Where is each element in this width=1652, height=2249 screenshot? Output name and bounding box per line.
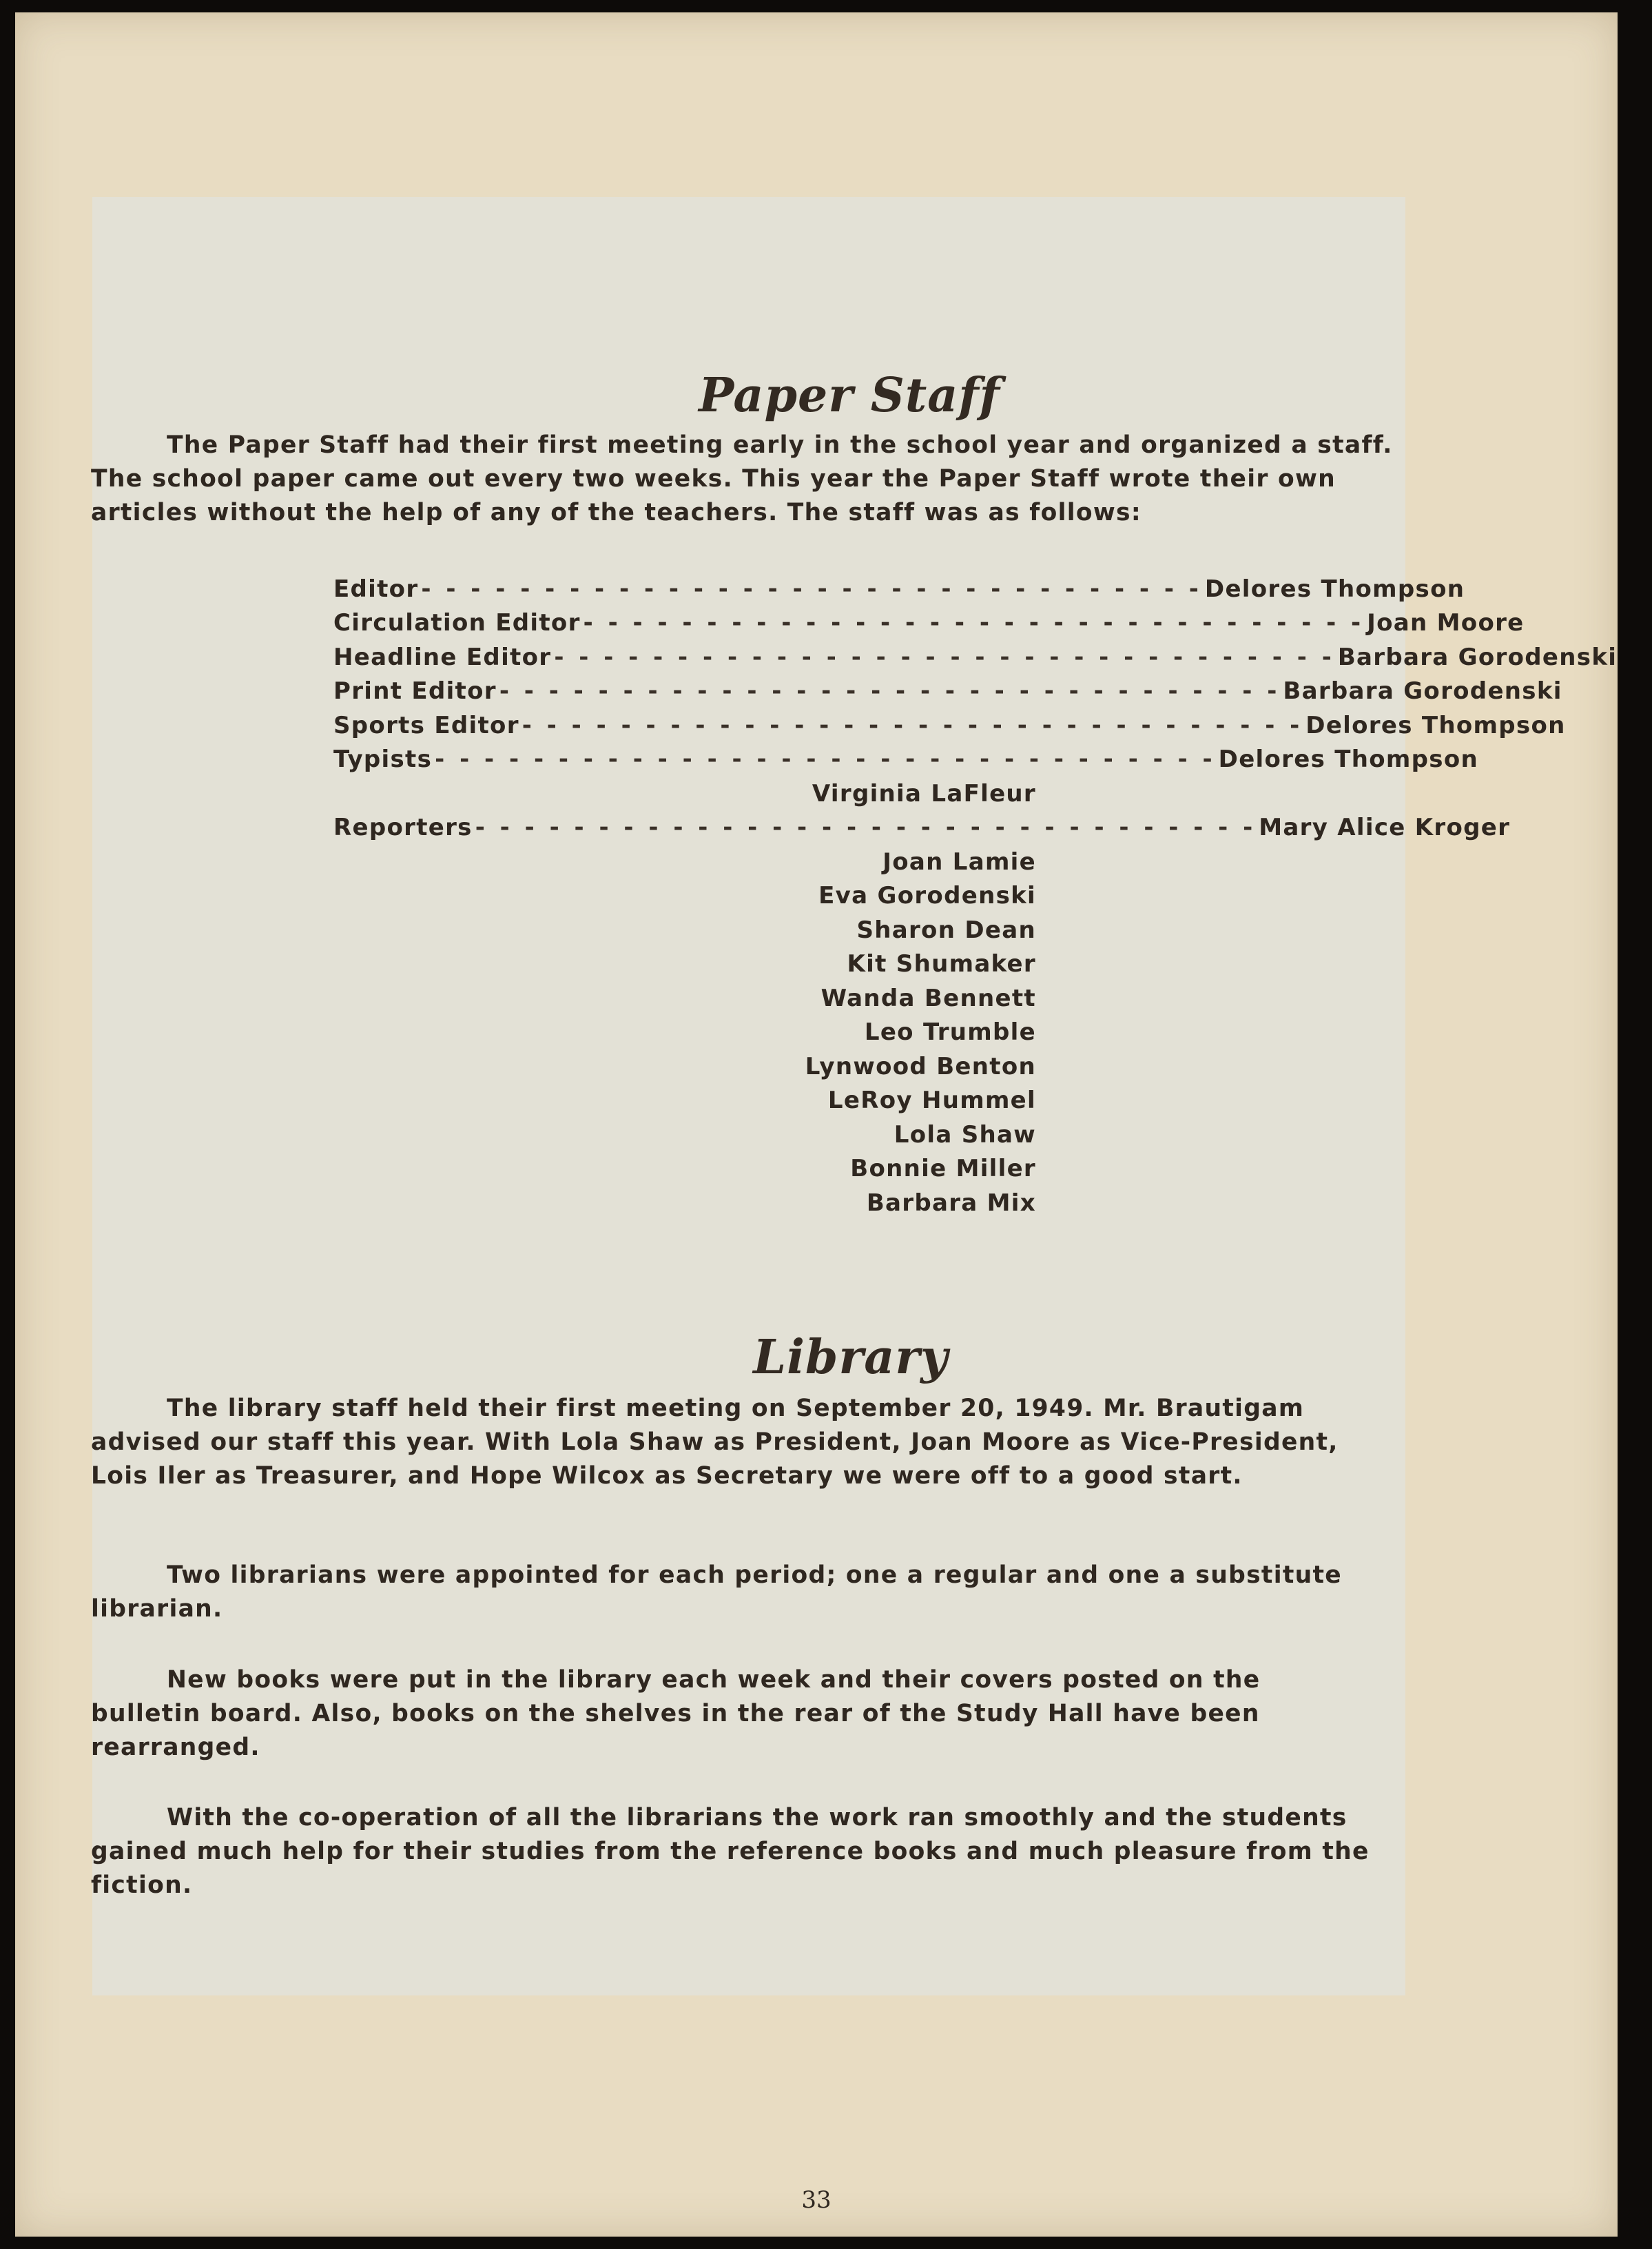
staff-name: Eva Gorodenski xyxy=(818,882,1036,910)
library-paragraph: New books were put in the library each week and their covers posted on the bulletin board. Also, books on the shelves in the rear of the Study Hall have been rearranged. xyxy=(91,1666,1261,1761)
dash-leader: - - - - - - - - - - - - - - - - - - - - - - - - - - - - - - - - xyxy=(421,575,1202,603)
staff-name: Joan Moore xyxy=(1367,609,1525,637)
staff-name: Barbara Mix xyxy=(866,1189,1036,1217)
library-paragraph: The library staff held their first meeting on September 20, 1949. Mr. Brautigam advised our staff this year. With Lola Shaw as President, Joan Moore as Vice-President, Lois Iler as Treasurer, and Hope Wilcox as Secretary we were off to a good start. xyxy=(91,1395,1339,1490)
staff-role: Print Editor xyxy=(333,677,497,706)
staff-row xyxy=(333,1049,1036,1084)
staff-name: Lynwood Benton xyxy=(805,1052,1036,1080)
library-paragraph: Two librarians were appointed for each period; one a regular and one a substitute librarian. xyxy=(91,1561,1342,1623)
staff-name: Bonnie Miller xyxy=(850,1155,1036,1183)
staff-name: Leo Trumble xyxy=(864,1018,1036,1047)
staff-role: Typists xyxy=(333,746,433,774)
staff-row xyxy=(333,675,1562,709)
staff-list xyxy=(333,572,1618,1220)
staff-name: Sharon Dean xyxy=(856,916,1036,944)
dash-leader: - - - - - - - - - - - - - - - - - - - - - - - - - - - - - - - - xyxy=(522,711,1303,739)
staff-role: Reporters xyxy=(333,814,473,842)
dash-leader: - - - - - - - - - - - - - - - - - - - - - - - - - - - - - - - - xyxy=(475,814,1257,842)
staff-row xyxy=(333,1186,1036,1220)
staff-row xyxy=(333,777,1036,811)
staff-name: Delores Thompson xyxy=(1218,746,1478,774)
paper-staff-intro: The Paper Staff had their first meeting early in the school year and organized a staff. The school paper came out every two weeks. This year the Paper Staff wrote their own articles without the help of any of the teachers. The staff was as follows: xyxy=(91,431,1393,526)
staff-role: Headline Editor xyxy=(333,643,552,671)
staff-role: Editor xyxy=(333,575,419,603)
staff-row xyxy=(333,811,1511,845)
staff-row xyxy=(333,1016,1036,1050)
paper-staff-title: Paper Staff xyxy=(699,368,1000,423)
yearbook-page xyxy=(15,12,1618,2237)
staff-name: Barbara Gorodenski xyxy=(1283,677,1562,706)
staff-row xyxy=(333,1084,1036,1118)
staff-name: Delores Thompson xyxy=(1305,711,1566,739)
staff-row xyxy=(333,879,1036,914)
staff-row xyxy=(333,743,1478,777)
staff-row xyxy=(333,708,1566,743)
staff-role: Circulation Editor xyxy=(333,609,581,637)
staff-name: Wanda Bennett xyxy=(820,984,1036,1012)
staff-row xyxy=(333,845,1036,879)
staff-name: Delores Thompson xyxy=(1204,575,1465,603)
dash-leader: - - - - - - - - - - - - - - - - - - - - - - - - - - - - - - - - xyxy=(554,643,1335,671)
staff-name: Mary Alice Kroger xyxy=(1259,814,1511,842)
staff-row xyxy=(333,913,1036,947)
staff-name: Virginia LaFleur xyxy=(812,779,1036,808)
staff-row xyxy=(333,640,1618,675)
library-paragraph: With the co-operation of all the librarians the work ran smoothly and the students gained much help for their studies from the reference books and much pleasure from the fiction. xyxy=(91,1804,1370,1899)
staff-name: Barbara Gorodenski xyxy=(1337,643,1618,671)
library-title: Library xyxy=(753,1330,949,1385)
staff-row xyxy=(333,981,1036,1016)
staff-row xyxy=(333,572,1465,606)
staff-row xyxy=(333,1118,1036,1152)
dash-leader: - - - - - - - - - - - - - - - - - - - - - - - - - - - - - - - - xyxy=(435,746,1216,774)
staff-row xyxy=(333,1152,1036,1187)
page-number: 33 xyxy=(801,2186,832,2214)
staff-name: Kit Shumaker xyxy=(847,950,1036,978)
staff-row xyxy=(333,947,1036,982)
dash-leader: - - - - - - - - - - - - - - - - - - - - - - - - - - - - - - - - xyxy=(499,677,1281,706)
staff-role: Sports Editor xyxy=(333,711,519,739)
dash-leader: - - - - - - - - - - - - - - - - - - - - - - - - - - - - - - - - xyxy=(583,609,1365,637)
staff-name: LeRoy Hummel xyxy=(827,1087,1036,1115)
staff-name: Lola Shaw xyxy=(894,1120,1036,1149)
staff-row xyxy=(333,606,1525,641)
staff-name: Joan Lamie xyxy=(882,848,1036,876)
